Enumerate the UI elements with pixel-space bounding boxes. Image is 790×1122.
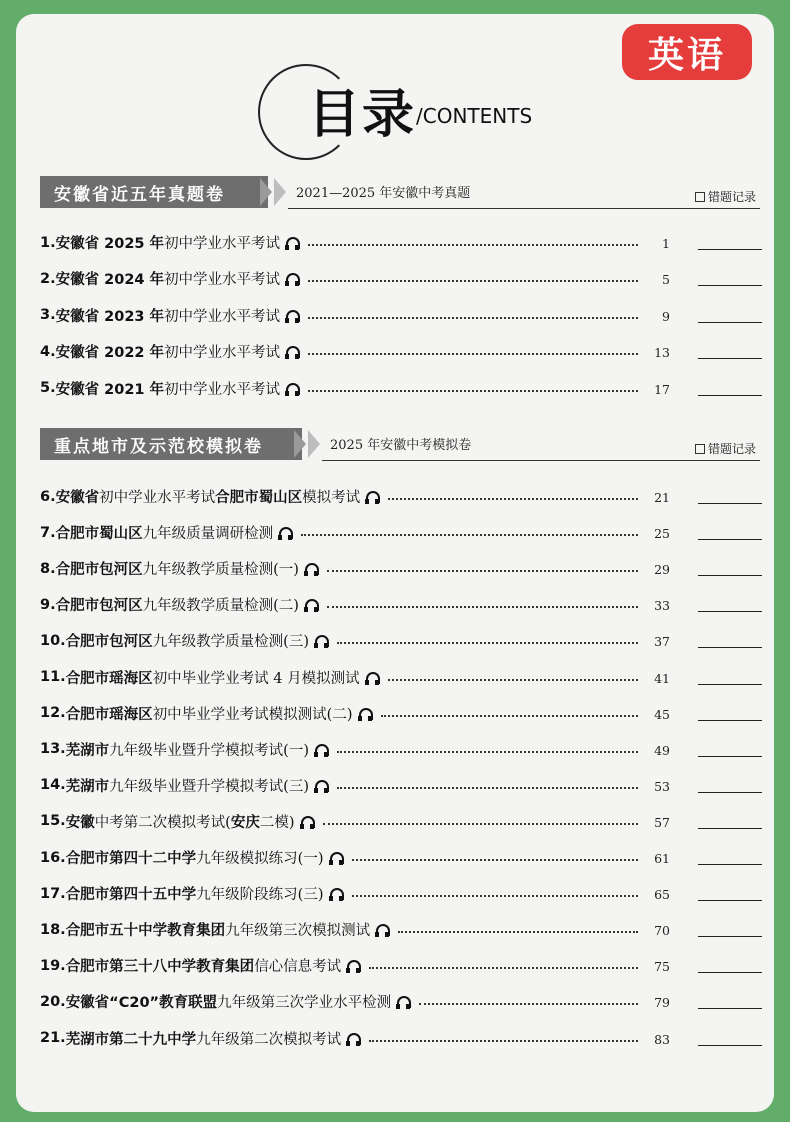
toc-entry-title [40,955,359,976]
toc-entry-title [40,883,342,904]
toc-entry-number: 1. [40,234,56,251]
leader-dots [323,823,638,825]
toc-entry[interactable] [40,484,740,508]
leader-dots [381,715,638,717]
mistake-record-blank [698,503,762,504]
toc-entry[interactable] [40,592,740,616]
note-icon [695,444,705,454]
toc-entry-number: 15. [40,813,66,830]
leader-dots [352,895,638,897]
toc-entry-number: 19. [40,957,66,974]
section-label: 重点地市及示范校模拟卷 [40,428,302,460]
toc-entry-text: 合肥市包河区 [55,562,143,579]
toc-entry-text: 模拟考试 [302,490,361,506]
headphones-icon [286,383,298,394]
toc-entry-number: 18. [40,921,66,938]
toc-entry[interactable] [40,230,740,254]
toc-entry-text: 九年级教学质量检测(三) [152,634,310,651]
headphones-icon [397,996,409,1007]
mistake-record-blank [698,358,762,359]
page-number: 29 [654,562,670,578]
toc-entry-text: 九年级第二次模拟考试 [196,1031,342,1048]
leader-dots [369,967,638,969]
mistake-record-blank [698,900,762,901]
page-number: 17 [654,381,670,397]
toc-entry-number: 6. [40,488,56,505]
page-number: 83 [654,1031,670,1047]
mistake-record-blank [698,828,762,829]
mistake-record-blank [698,1008,762,1009]
leader-dots [369,1040,638,1042]
toc-entry-text: 二模) [259,814,295,831]
section-underline [322,460,760,461]
mistake-record-blank [698,1045,762,1046]
headphones-icon [286,273,298,284]
toc-entry[interactable] [40,520,740,544]
page-number: 45 [654,706,670,722]
toc-entry-title [40,775,327,796]
leader-dots [308,317,638,319]
headphones-icon [347,960,359,971]
leader-dots [308,353,638,355]
leader-dots [388,498,638,500]
toc-entry-text: 九年级质量调研检测 [142,526,274,543]
toc-entry-text: 初中学业水平考试 [99,490,216,506]
toc-entry[interactable] [40,953,740,977]
toc-entry-text: 安徽省 2024 年 [55,272,165,289]
leader-dots [419,1003,638,1005]
subject-badge: 英语 [622,24,752,80]
headphones-icon [315,635,327,646]
toc-entry-number: 20. [40,993,66,1010]
toc-entry-text: 九年级教学质量检测(一) [142,562,299,579]
toc-entry-number: 14. [40,777,66,794]
chevron-right-icon [274,178,286,206]
mistake-record-text: 错题记录 [707,442,756,456]
section-header [40,172,760,212]
headphones-icon [305,599,317,610]
page-number: 5 [662,272,670,288]
toc-entry[interactable] [40,376,740,400]
headphones-icon [286,310,298,321]
mistake-record-blank [698,322,762,323]
headphones-icon [315,780,327,791]
toc-entry[interactable] [40,665,740,689]
mistake-record-text: 错题记录 [707,190,756,204]
mistake-record-blank [698,539,762,540]
toc-entry-title [40,919,388,940]
page-number: 37 [654,634,670,650]
headphones-icon [347,1033,359,1044]
toc-entry-text: 芜湖市 [65,778,110,795]
toc-entry-title [40,1028,359,1049]
toc-entry-title [40,268,298,289]
chevron-right-icon [260,178,272,206]
mistake-record-blank [698,756,762,757]
toc-entry[interactable] [40,989,740,1013]
toc-entry-text: 初中学业水平考试 [164,308,281,325]
section-subtitle: 2025 年安徽中考模拟卷 [330,438,472,453]
toc-entry-text: 安徽 [65,814,95,831]
toc-entry-text: 九年级模拟练习(一) [196,851,324,867]
toc-entry-number: 11. [40,669,66,685]
toc-entry[interactable] [40,303,740,327]
mistake-record-blank [698,647,762,648]
toc-entry-text: 芜湖市第二十九中学 [65,1031,197,1048]
page-number: 1 [662,236,670,251]
note-icon [695,192,705,202]
headphones-icon [366,491,378,502]
mistake-record-blank [698,285,762,286]
toc-entry-number: 13. [40,741,66,758]
mistake-record-blank [698,936,762,937]
toc-entry-title [40,703,371,724]
toc-entry[interactable] [40,809,740,833]
headphones-icon [279,527,291,538]
headphones-icon [376,924,388,935]
leader-dots [301,534,638,536]
toc-entry[interactable] [40,701,740,725]
toc-entry-title [40,811,313,832]
toc-entry-text: 合肥市第四十二中学 [65,851,197,867]
toc-entry-text: 九年级第三次学业水平检测 [217,995,392,1012]
toc-entry-text: 安徽省 [55,490,100,506]
toc-entry-number: 8. [40,560,56,577]
leader-dots [308,280,638,282]
toc-entry-title [40,739,327,760]
toc-entry-text: 初中学业水平考试 [164,381,281,398]
toc-entry[interactable] [40,628,740,652]
headphones-icon [286,346,298,357]
page-number: 53 [654,778,670,794]
leader-dots [337,642,638,644]
mistake-record-blank [698,792,762,793]
toc-entry-number: 21. [40,1030,66,1046]
toc-entry-title [40,486,378,507]
toc-entry-text: 安庆 [230,814,260,831]
toc-entry-text: 初中学业水平考试 [164,272,281,289]
toc-entry-number: 17. [40,885,66,902]
leader-dots [388,679,638,681]
section-subtitle: 2021—2025 年安徽中考真题 [296,186,471,201]
toc-entry-text: 安徽省 2021 年 [55,381,165,398]
toc-entry[interactable] [40,917,740,941]
toc-entry-title [40,232,298,253]
leader-dots [337,751,638,753]
toc-entry-text: 合肥市包河区 [55,598,143,615]
toc-entry-text: 合肥市蜀山区 [215,490,303,506]
leader-dots [308,390,638,392]
toc-entry-title [40,667,378,688]
toc-entry-text: 九年级教学质量检测(二) [142,598,299,615]
mistake-record-blank [698,684,762,685]
section-label: 安徽省近五年真题卷 [40,176,268,208]
toc-entry-text: 九年级第三次模拟测试 [225,923,371,940]
mistake-record-blank [698,972,762,973]
headphones-icon [359,708,371,719]
toc-entry-text: 安徽省 2025 年 [55,236,165,252]
toc-entry-number: 4. [40,343,56,360]
toc-entry-number: 9. [40,596,56,613]
section-header [40,424,760,464]
toc-entry-text: 信心信息考试 [254,959,342,976]
title-sub: /CONTENTS [416,104,533,128]
page-number: 41 [654,670,670,686]
mistake-record-blank [698,575,762,576]
toc-entry[interactable] [40,845,740,869]
chevron-right-icon [294,430,306,458]
page-number: 49 [654,742,670,758]
toc-entry-text: 初中毕业学业考试 4 月模拟测试 [152,670,360,687]
mistake-record-label [695,188,756,205]
toc-entry-text: 九年级阶段练习(三) [196,887,324,904]
toc-entry-title [40,847,342,868]
toc-entry-number: 5. [40,380,56,397]
mistake-record-label [695,440,756,457]
toc-entry-text: 初中学业水平考试 [164,345,281,362]
toc-entry-text: 中考第二次模拟考试( [94,814,231,831]
title-main: 目录 [308,84,417,145]
page-number: 33 [654,598,670,614]
page-number: 13 [654,345,670,361]
toc-entry[interactable] [40,881,740,905]
toc-entry-text: 合肥市第三十八中学教育集团 [65,959,255,976]
toc-entry[interactable] [40,266,740,290]
toc-entry-number: 16. [40,849,66,866]
page-number: 65 [654,887,670,903]
toc-entry-number: 10. [40,632,66,649]
toc-entry-title [40,630,327,651]
mistake-record-blank [698,720,762,721]
mistake-record-blank [698,611,762,612]
mistake-record-blank [698,249,762,250]
toc-entry-text: 安徽省“C20”教育联盟 [65,995,218,1012]
toc-entry-text: 初中学业水平考试 [164,236,281,252]
leader-dots [308,244,638,246]
toc-entry-number: 7. [40,524,56,541]
mistake-record-blank [698,864,762,865]
toc-entry-text: 初中毕业学业考试模拟测试(二) [152,706,353,723]
headphones-icon [305,563,317,574]
toc-entry[interactable] [40,737,740,761]
toc-entry-text: 安徽省 2022 年 [55,345,165,362]
toc-entry[interactable] [40,339,740,363]
toc-entry-text: 合肥市瑶海区 [65,706,153,723]
leader-dots [337,787,638,789]
toc-entry-title [40,522,291,543]
leader-dots [352,859,638,861]
chevron-right-icon [308,430,320,458]
leader-dots [398,931,638,933]
leader-dots [327,606,638,608]
toc-entry-number: 12. [40,705,66,722]
page-number: 25 [654,526,670,542]
toc-entry-text: 九年级毕业暨升学模拟考试(一) [109,742,310,759]
headphones-icon [286,237,298,248]
page-number: 70 [654,923,670,939]
toc-entry-title [40,305,298,326]
headphones-icon [330,852,342,863]
toc-entry-title [40,991,409,1012]
page-number: 61 [654,851,670,866]
toc-entry-title [40,558,317,579]
toc-entry-title [40,341,298,362]
toc-entry-text: 安徽省 2023 年 [55,308,165,325]
page-number: 9 [662,308,670,324]
toc-entry-number: 2. [40,270,56,287]
toc-entry[interactable] [40,556,740,580]
toc-entry-text: 合肥市五十中学教育集团 [65,923,226,940]
toc-entry[interactable] [40,1026,740,1050]
toc-entry-text: 合肥市包河区 [65,634,153,651]
toc-entry-text: 合肥市蜀山区 [55,526,143,543]
document-page [16,14,774,1112]
toc-entry-title [40,378,298,399]
page-number: 21 [654,490,670,505]
headphones-icon [301,816,313,827]
toc-entry-text: 合肥市第四十五中学 [65,887,197,904]
page-number: 79 [654,995,670,1011]
headphones-icon [315,744,327,755]
toc-entry-title [40,594,317,615]
leader-dots [327,570,638,572]
section-underline [288,208,760,209]
mistake-record-blank [698,395,762,396]
toc-entry-text: 合肥市瑶海区 [65,670,153,687]
toc-entry-text: 芜湖市 [65,742,110,759]
headphones-icon [366,672,378,683]
toc-entry-text: 九年级毕业暨升学模拟考试(三) [109,778,310,795]
toc-entry-number: 3. [40,307,56,324]
page-number: 75 [654,959,670,975]
page-number: 57 [654,814,670,830]
headphones-icon [330,888,342,899]
toc-entry[interactable] [40,773,740,797]
